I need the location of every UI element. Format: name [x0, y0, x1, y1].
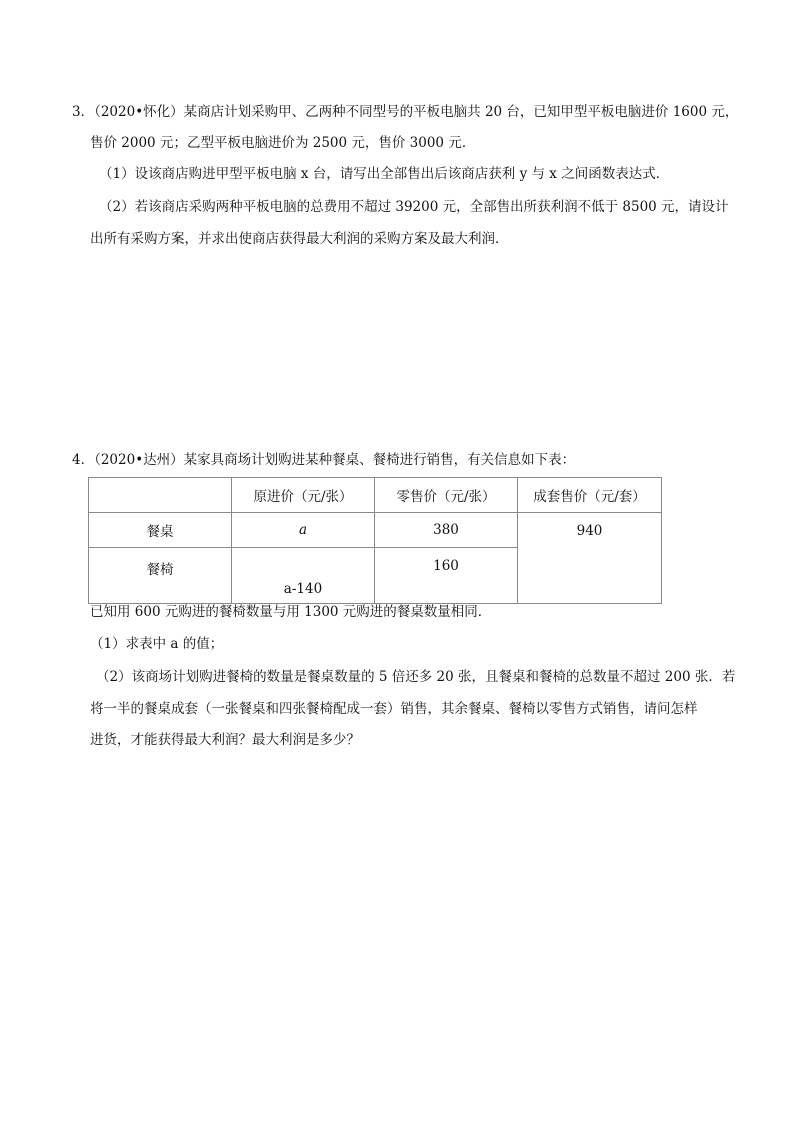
table-row [89, 513, 662, 548]
question-3-line-2: 售价 2000 元；乙型平板电脑进价为 2500 元，售价 3000 元． [90, 135, 476, 151]
table-header-cell: 成套售价（元/套） [518, 478, 662, 513]
price-table [88, 477, 662, 604]
table-cell: a [232, 513, 375, 548]
table-cell: a-140 [232, 548, 375, 604]
question-3-line-1: 3．（2020•怀化）某商店计划采购甲、乙两种不同型号的平板电脑共 20 台，已知甲型平板电脑进价 1600 元， [72, 104, 739, 120]
table-cell: 380 [375, 513, 518, 548]
question-3-part-2-line-2: 出所有采购方案，并求出使商店获得最大利润的采购方案及最大利润． [90, 231, 509, 247]
table-header-cell [89, 478, 232, 513]
table-header-row [89, 478, 662, 513]
question-4-part-2-line-1: （2）该商场计划购进餐椅的数量是餐桌数量的 5 倍还多 20 张，且餐桌和餐椅的总数量不超过 200 张．若 [96, 669, 736, 685]
table-cell: 餐桌 [89, 513, 232, 548]
question-4-part-1: （1）求表中 a 的值； [90, 636, 224, 652]
table-cell: 160 [375, 548, 518, 604]
table-header-cell: 原进价（元/张） [232, 478, 375, 513]
question-3-part-2-line-1: （2）若该商店采购两种平板电脑的总费用不超过 39200 元，全部售出所获利润不低于 8500 元，请设计 [99, 199, 729, 215]
question-4-part-2-line-3: 进货，才能获得最大利润？最大利润是多少？ [90, 732, 360, 748]
table-header-cell: 零售价（元/张） [375, 478, 518, 513]
question-3-part-1: （1）设该商店购进甲型平板电脑 x 台，请写出全部售出后该商店获利 y 与 x 之间函数表达式． [99, 166, 670, 182]
table-cell: 餐椅 [89, 548, 232, 604]
question-4-known-condition: 已知用 600 元购进的餐椅数量与用 1300 元购进的餐桌数量相同． [90, 604, 492, 620]
question-4-part-2-line-2: 将一半的餐桌成套（一张餐桌和四张餐椅配成一套）销售，其余餐桌、餐椅以零售方式销售，请问怎样 [90, 701, 698, 717]
question-4-intro: 4．（2020•达州）某家具商场计划购进某种餐桌、餐椅进行销售，有关信息如下表： [72, 452, 576, 468]
table-cell-merged: 940 [518, 513, 662, 604]
